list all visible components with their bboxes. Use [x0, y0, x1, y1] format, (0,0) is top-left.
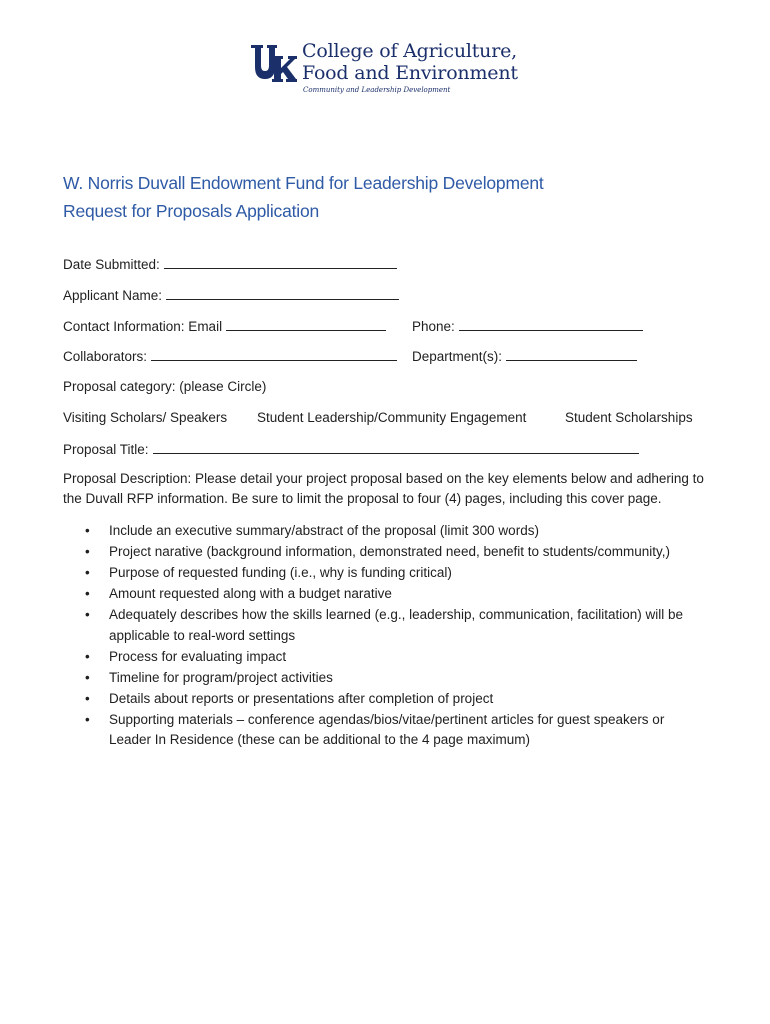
- departments-row: [412, 348, 637, 364]
- college-name-line2: Food and Environment: [302, 62, 518, 84]
- list-item: [83, 521, 703, 542]
- collaborators-field[interactable]: [151, 348, 397, 361]
- list-item-text: Amount requested along with a budget narative: [109, 586, 392, 601]
- list-item-text: Details about reports or presentations after completion of project: [109, 690, 494, 706]
- list-item-text: Timeline for program/project activities: [109, 669, 333, 685]
- contact-email-field[interactable]: [226, 318, 386, 331]
- list-item: [83, 710, 703, 751]
- applicant-name-row: [63, 287, 399, 303]
- contact-email-label: Contact Information: Email: [63, 319, 223, 334]
- bullet-icon: •: [85, 544, 90, 559]
- list-item: [83, 605, 703, 646]
- document-subtitle: Request for Proposals Application: [63, 201, 320, 221]
- list-item-text: Include an executive summary/abstract of the proposal (limit 300 words): [109, 523, 539, 538]
- category-option-visiting-scholars[interactable]: Visiting Scholars/ Speakers: [63, 410, 228, 425]
- list-item: [83, 647, 703, 668]
- uk-logo-icon: [250, 42, 298, 84]
- departments-field[interactable]: [506, 348, 637, 361]
- bullet-icon: •: [85, 648, 90, 664]
- contact-email-row: [63, 318, 386, 334]
- applicant-name-field[interactable]: [166, 287, 399, 300]
- list-item: [83, 668, 703, 689]
- list-item-text: Project narative (background information, demonstrated need, benefit to students/community,): [109, 544, 671, 559]
- phone-field[interactable]: [459, 318, 643, 331]
- collaborators-label: Collaborators:: [63, 349, 148, 364]
- category-option-student-scholarships[interactable]: Student Scholarships: [565, 410, 693, 425]
- collaborators-row: [63, 348, 397, 364]
- requirements-list: [83, 521, 703, 751]
- phone-label: Phone:: [412, 319, 455, 334]
- list-item-text: Adequately describes how the skills learned (e.g., leadership, communication, facilitation) will be applicable to real-word settings: [109, 607, 684, 643]
- bullet-icon: •: [85, 669, 90, 685]
- bullet-icon: •: [85, 607, 90, 622]
- date-submitted-label: Date Submitted:: [63, 257, 160, 272]
- date-submitted-row: [63, 256, 397, 272]
- bullet-icon: •: [85, 523, 90, 538]
- category-option-student-leadership[interactable]: Student Leadership/Community Engagement: [257, 410, 527, 425]
- proposal-title-label: Proposal Title:: [63, 442, 149, 457]
- date-submitted-field[interactable]: [164, 256, 397, 269]
- proposal-title-row: [63, 441, 639, 457]
- bullet-icon: •: [85, 586, 90, 601]
- list-item: [83, 542, 703, 563]
- list-item-text: Supporting materials – conference agendas/bios/vitae/pertinent articles for guest speakers or Leader In Residence (these can be additional to the 4 page maximum): [109, 711, 665, 747]
- list-item-text: Purpose of requested funding (i.e., why is funding critical): [109, 565, 452, 580]
- college-name-line1: College of Agriculture,: [302, 40, 517, 62]
- bullet-icon: •: [85, 690, 90, 706]
- department-tagline: Community and Leadership Development: [303, 86, 451, 94]
- list-item: [83, 689, 703, 710]
- list-item-text: Process for evaluating impact: [109, 648, 287, 664]
- bullet-icon: •: [85, 711, 90, 727]
- bullet-icon: •: [85, 565, 90, 580]
- applicant-name-label: Applicant Name:: [63, 288, 163, 303]
- proposal-description: Proposal Description: Please detail your project proposal based on the key elements below and adhering to the Duvall RFP information. Be sure to limit the proposal to four (4) pages, including this cover page.: [63, 471, 704, 506]
- proposal-title-field[interactable]: [153, 441, 639, 454]
- departments-label: Department(s):: [412, 349, 503, 364]
- phone-row: [412, 318, 643, 334]
- list-item: [83, 563, 703, 584]
- list-item: [83, 584, 703, 605]
- document-title: W. Norris Duvall Endowment Fund for Leadership Development: [63, 173, 544, 193]
- proposal-category-label: Proposal category: (please Circle): [63, 379, 267, 394]
